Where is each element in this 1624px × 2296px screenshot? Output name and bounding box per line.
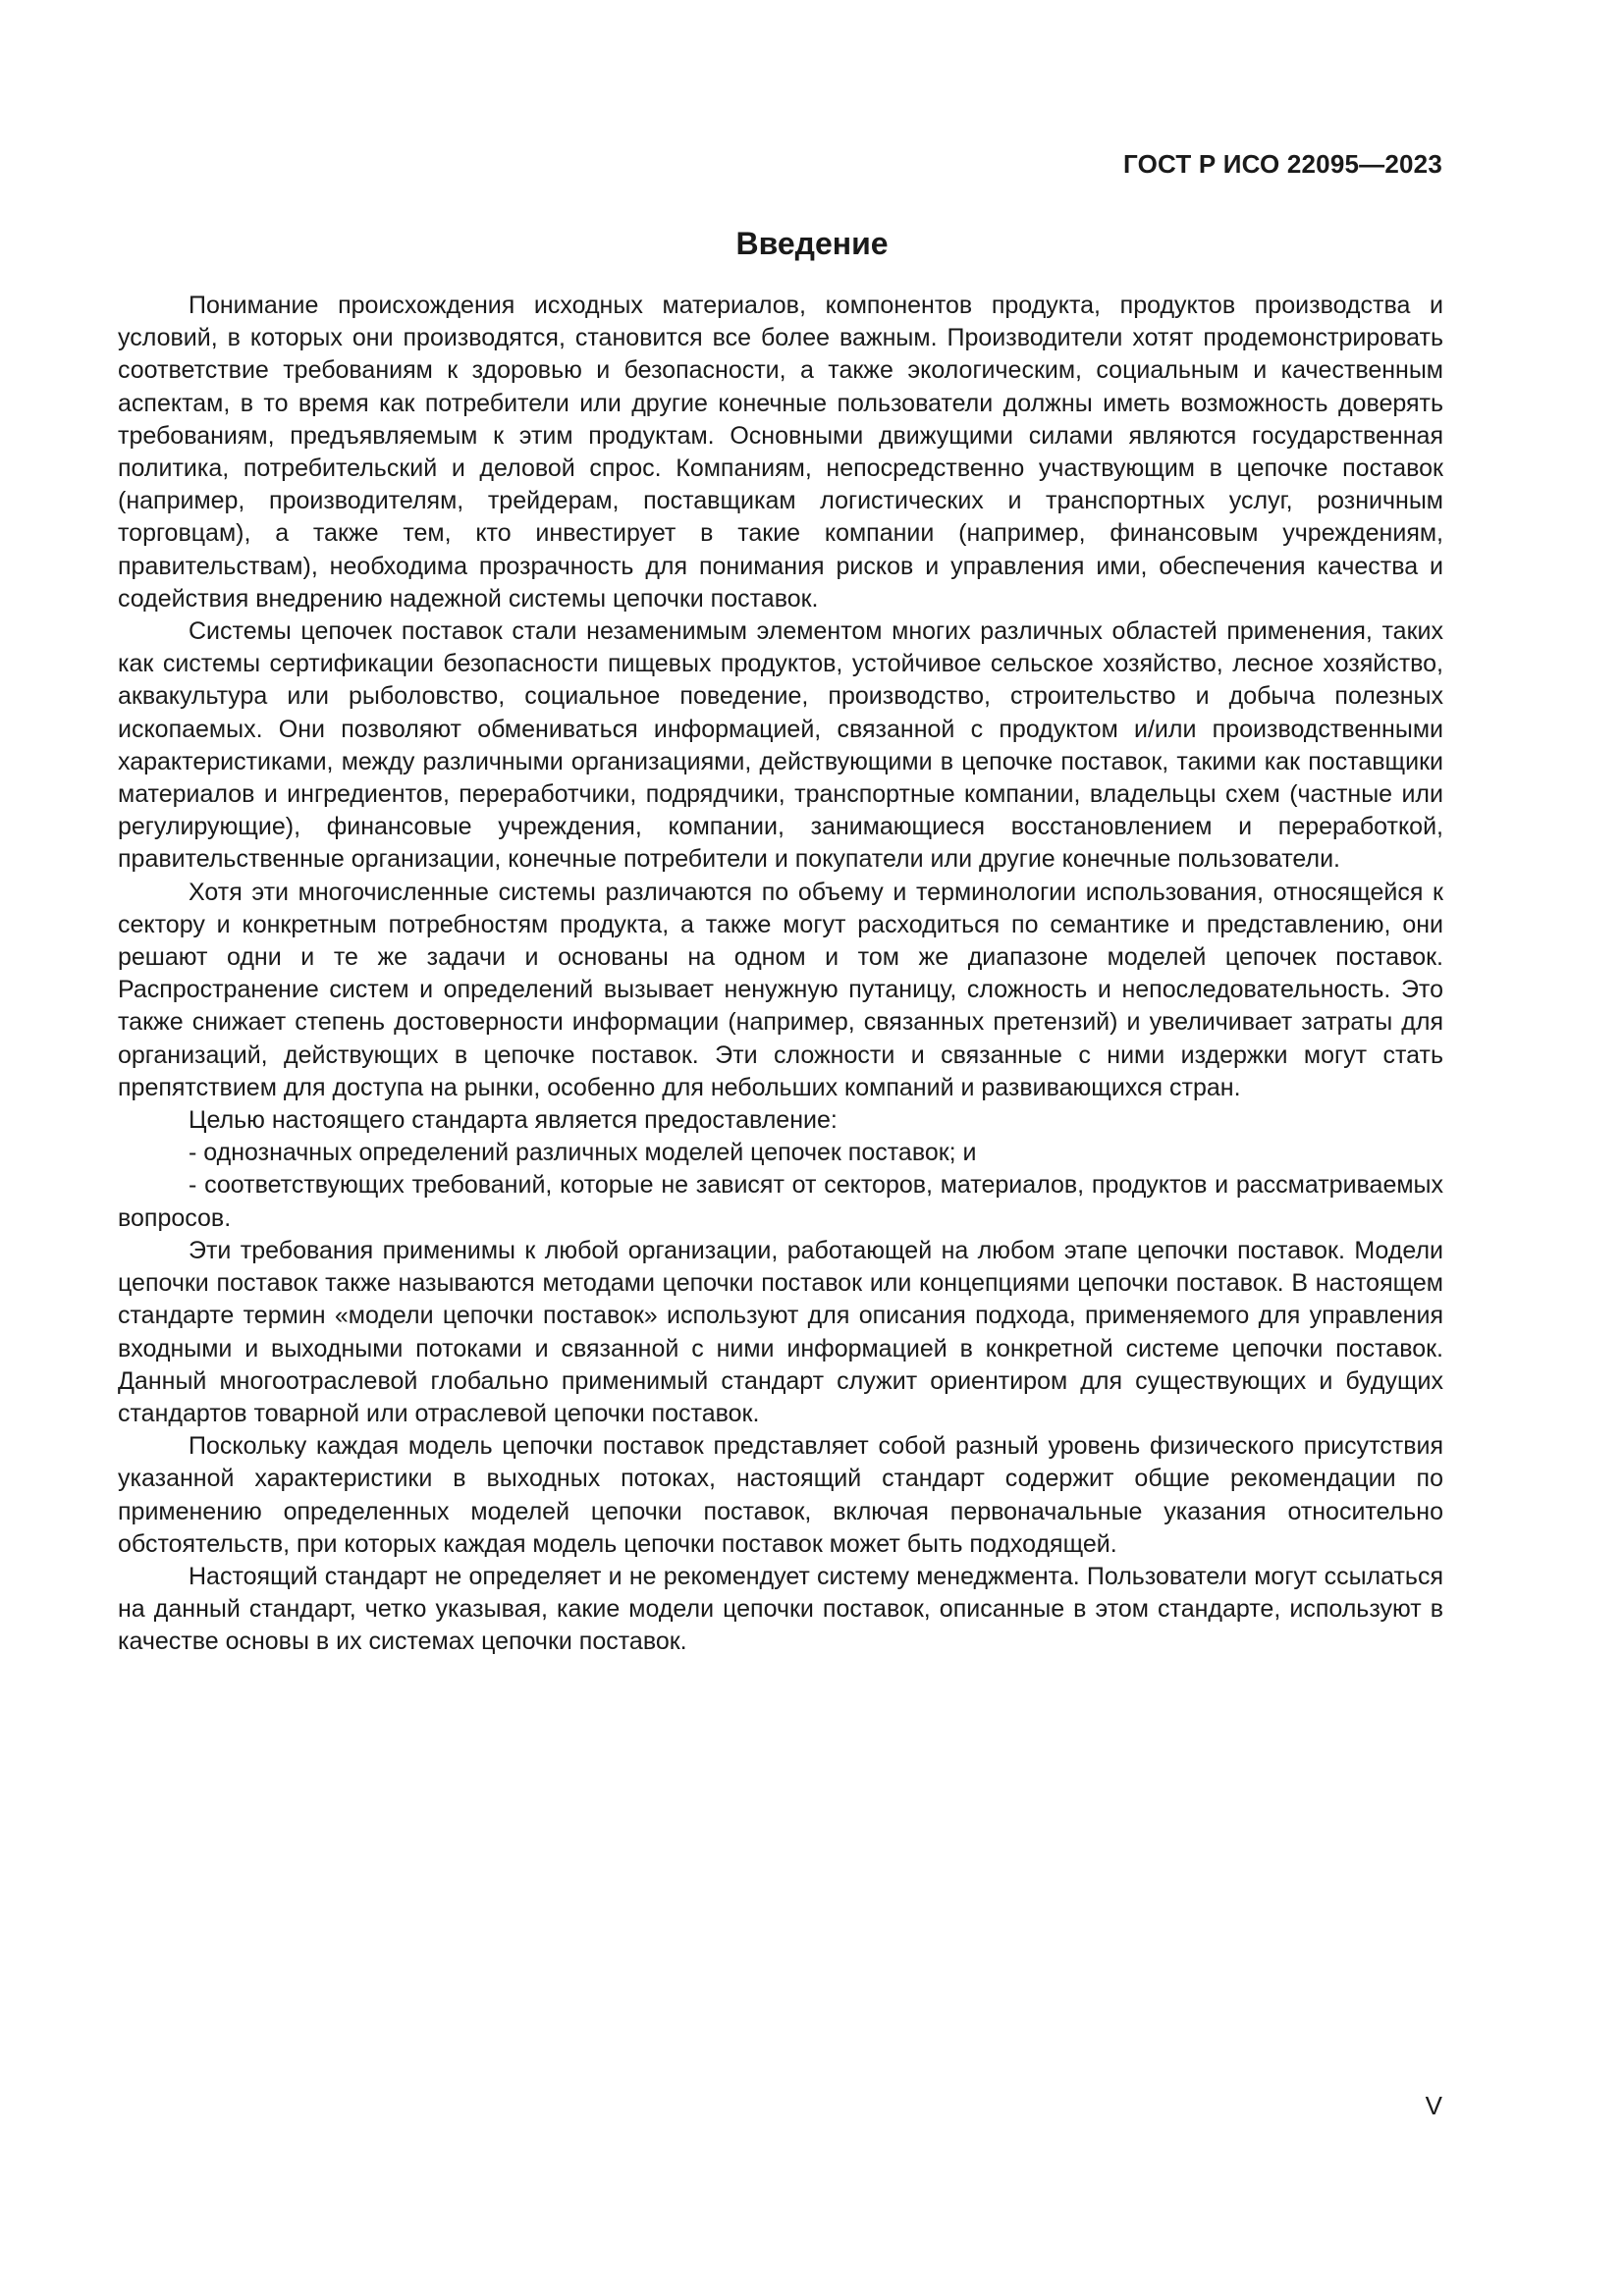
paragraph-supply-chain-systems: Системы цепочек поставок стали незаменимым элементом многих различных областей применения, таких как системы сертификации безопасности пищевых продуктов, устойчивое сельское хозяйство, лесное хозяйство, аквакультура или рыболовство, социальное поведение, производство, строительство и добыча полезных ископаемых. Они позволяют обмениваться информацией, связанной с продуктом и/или производственными характеристиками, между различными организациями, действующими в цепочке поставок, такими как поставщики материалов и ингредиентов, переработчики, подрядчики, транспортные компании, владельцы схем (частные или регулирующие), финансовые учреждения, компании, занимающиеся восстановлением и переработкой, правительственные организации, конечные потребители и покупатели или другие конечные пользователи. [118,617,1443,874]
body-text [118,290,1443,1659]
paragraph-systems-differences: Хотя эти многочисленные системы различаются по объему и терминологии использования, относящейся к сектору и конкретным потребностям продукта, а также могут расходиться по семантике и представлению, они решают одни и те же задачи и основаны на одном и том же диапазоне моделей цепочек поставок. Распространение систем и определений вызывает ненужную путаницу, сложность и непоследовательность. Это также снижает степень достоверности информации (например, связанных претензий) и увеличивает затраты для организаций, действующих в цепочке поставок. Эти сложности и связанные с ними издержки могут стать препятствием для доступа на рынки, особенно для небольших компаний и развивающихся стран. [118,878,1443,1101]
page-number: V [1425,2091,1442,2120]
paragraph-applicability: Эти требования применимы к любой организации, работающей на любом этапе цепочки поставок. Модели цепочки поставок также называются методами цепочки поставок или концепциями цепочки поставок. В настоящем стандарте термин «модели цепочки поставок» используют для описания подхода, применяемого для управления входными и выходными потоками и связанной с ними информацией в конкретной системе цепочки поставок. Данный многоотраслевой глобально применимый стандарт служит ориентиром для существующих и будущих стандартов товарной или отраслевой цепочки поставок. [118,1236,1443,1427]
paragraph-purpose: Целью настоящего стандарта является предоставление: [189,1106,838,1135]
list-item-definitions: - однозначных определений различных моделей цепочек поставок; и [189,1139,977,1167]
paragraph-management-system: Настоящий стандарт не определяет и не рекомендует систему менеджмента. Пользователи могут ссылаться на данный стандарт, четко указывая, какие модели цепочки поставок, описанные в этом стандарте, используют в качестве основы в их системах цепочки поставок. [118,1562,1443,1656]
standard-code-header: ГОСТ Р ИСО 22095—2023 [1122,149,1442,179]
section-title: Введение [735,226,889,261]
list-item-requirements: - соответствующих требований, которые не зависят от секторов, материалов, продуктов и рассматриваемых вопросов. [118,1171,1443,1232]
paragraph-origin-importance: Понимание происхождения исходных материалов, компонентов продукта, продуктов производства и условий, в которых они производятся, становится все более важным. Производители хотят продемонстрировать соответствие требованиям к здоровью и безопасности, а также экологическим, социальным и качественным аспектам, в то время как потребители или другие конечные пользователи должны иметь возможность доверять требованиям, предъявляемым к этим продуктам. Основными движущими силами являются государственная политика, потребительский и деловой спрос. Компаниям, непосредственно участвующим в цепочке поставок (например, производителям, трейдерам, поставщикам логистических и транспортных услуг, розничным торговцам), а также тем, кто инвестирует в такие компании (например, финансовым учреждениям, правительствам), необходима прозрачность для понимания рисков и управления ими, обеспечения качества и содействия внедрению надежной системы цепочки поставок. [118,292,1443,613]
paragraph-guidance: Поскольку каждая модель цепочки поставок представляет собой разный уровень физического присутствия указанной характеристики в выходных потоках, настоящий стандарт содержит общие рекомендации по применению определенных моделей цепочки поставок, включая первоначальные указания относительно обстоятельств, при которых каждая модель цепочки поставок может быть подходящей. [118,1432,1443,1558]
